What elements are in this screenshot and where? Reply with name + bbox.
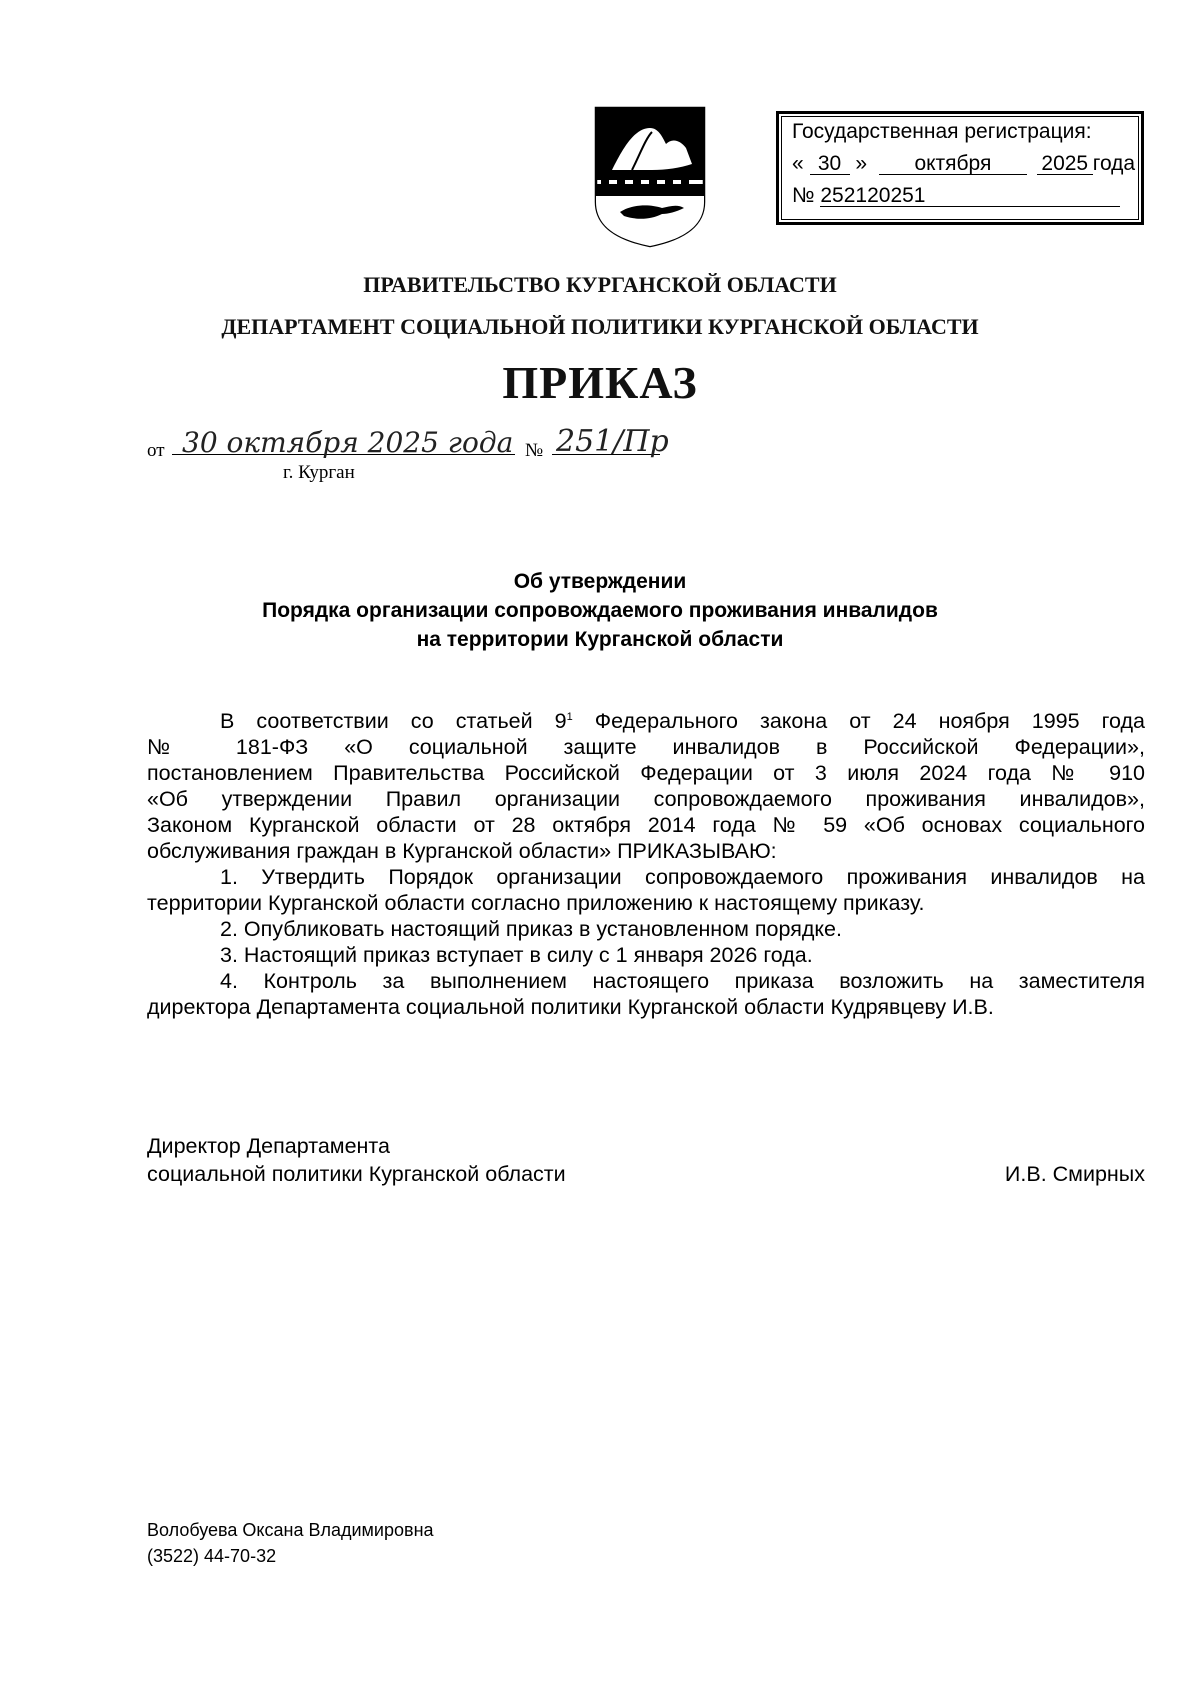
article-superscript: 1 [566,711,573,723]
item-2: 2. Опубликовать настоящий приказ в установленном порядке. [220,917,842,941]
registration-number-line [792,184,1120,208]
registration-date-line [792,152,1135,176]
title-line-2: Порядка организации сопровождаемого проживания инвалидов [262,599,938,622]
body-line: постановлением Правительства Российской Федерации от 3 июля 2024 года № 910 [147,761,1145,785]
order-number-handwritten: 251/Пр [556,424,669,459]
order-date-handwritten: 30 октября 2025 года [182,426,514,459]
registration-quote-close: » [855,152,868,175]
registration-stamp [776,111,1144,225]
registration-heading: Государственная регистрация: [792,120,1092,143]
item-1-line-2: территории Курганской области согласно приложению к настоящему приказу. [147,891,925,915]
registration-number: 252120251 [820,186,1120,207]
signatory-position-line-1: Директор Департамента [147,1134,390,1158]
body-text-part: Федерального закона от 24 ноября 1995 года [572,709,1145,733]
government-name: ПРАВИТЕЛЬСТВО КУРГАНСКОЙ ОБЛАСТИ [363,272,837,297]
body-line [147,708,1145,734]
registration-month: октября [879,154,1027,175]
signatory-name: И.В. Смирных [1004,1162,1145,1186]
body-text-part: В соответствии со статьей 9 [220,709,567,733]
order-city: г. Курган [283,462,355,483]
body-text [147,708,1145,1020]
body-line: № 181-ФЗ «О социальной защите инвалидов в Российской Федерации», [147,735,1145,759]
coat-of-arms-icon [592,104,708,250]
item-3: 3. Настоящий приказ вступает в силу с 1 января 2026 года. [220,943,813,967]
signatory-position-line-2: социальной политики Курганской области [147,1162,566,1186]
order-date-label: от [147,440,165,461]
item-1-line-1: 1. Утвердить Порядок организации сопровождаемого проживания инвалидов на [220,865,1145,889]
contact-phone: (3522) 44-70-32 [147,1546,277,1566]
body-line: обслуживания граждан в Курганской области» ПРИКАЗЫВАЮ: [147,839,777,863]
registration-year: 2025 [1037,154,1093,175]
contact-name: Волобуева Оксана Владимировна [147,1520,434,1540]
registration-quote-open: « [792,152,804,175]
body-line: «Об утверждении Правил организации сопровождаемого проживания инвалидов», [147,787,1145,811]
body-line: Законом Курганской области от 28 октября 2014 года № 59 «Об основах социального [147,813,1145,837]
document-type: ПРИКАЗ [502,357,698,408]
registration-number-label: № [792,184,815,207]
item-4-line-2: директора Департамента социальной политики Курганской области Кудрявцеву И.В. [147,995,994,1019]
registration-year-suffix: года [1092,152,1136,175]
registration-day: 30 [810,154,850,175]
title-line-1: Об утверждении [513,570,687,593]
item-4-line-1: 4. Контроль за выполнением настоящего приказа возложить на заместителя [220,969,1145,993]
title-line-3: на территории Курганской области [416,628,784,651]
department-name: ДЕПАРТАМЕНТ СОЦИАЛЬНОЙ ПОЛИТИКИ КУРГАНСКОЙ ОБЛАСТИ [221,314,979,339]
order-number-label: № [525,440,544,461]
